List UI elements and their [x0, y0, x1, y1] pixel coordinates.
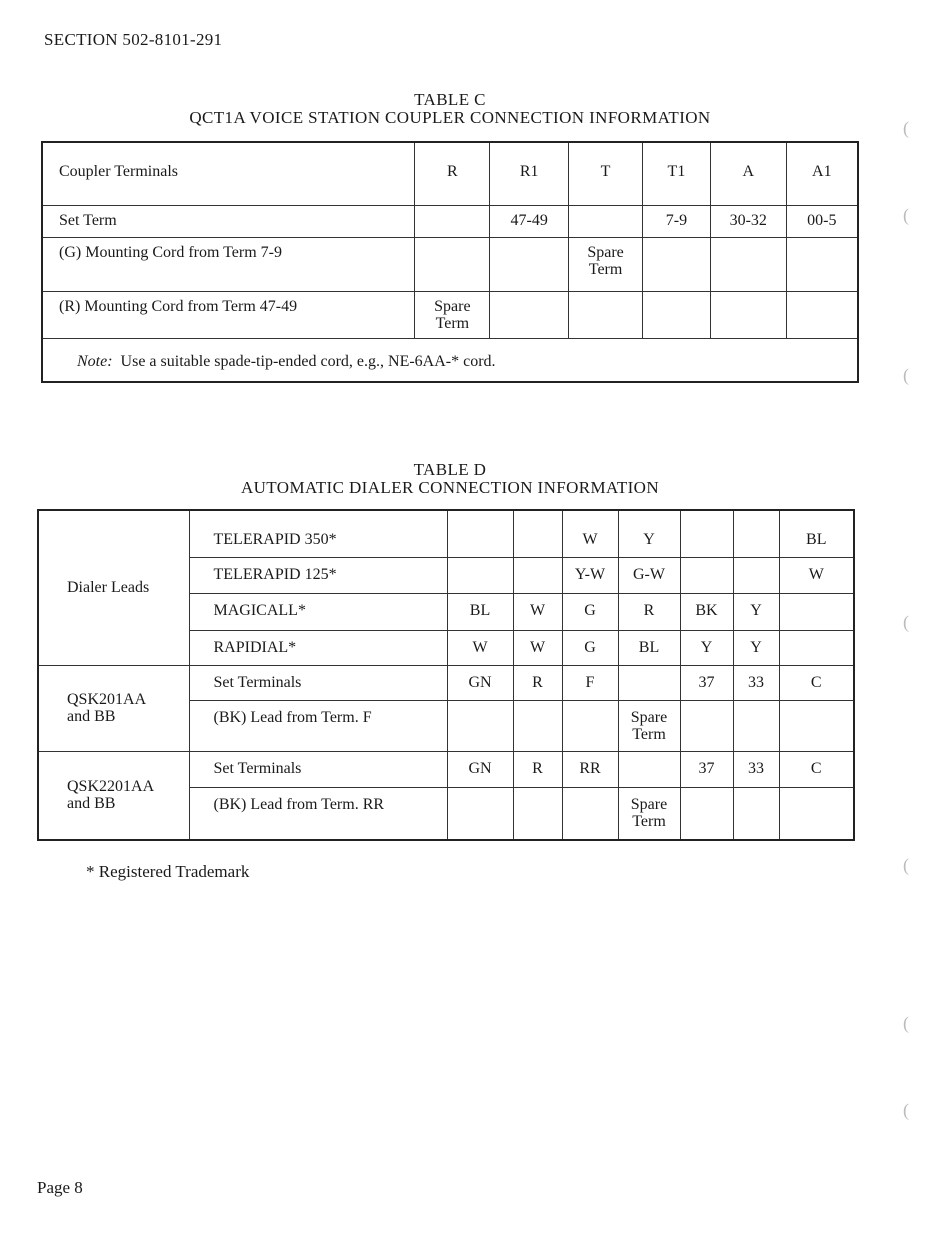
table-c-header-row: [42, 142, 858, 206]
table-cell: T: [569, 142, 643, 206]
table-cell: [415, 206, 490, 238]
table-cell: R: [513, 751, 562, 787]
table-row: [42, 206, 858, 238]
group-label-line: QSK201AA: [67, 691, 147, 708]
table-cell: RR: [562, 751, 618, 787]
table-cell: TELERAPID 350*: [189, 510, 447, 557]
note-text: Use a suitable spade-tip-ended cord, e.g., NE-6AA-* cord.: [120, 353, 496, 370]
table-c-note: [42, 339, 858, 382]
group-label-line: and BB: [67, 708, 116, 725]
table-cell: [562, 787, 618, 840]
table-cell: [513, 510, 562, 557]
table-cell: W: [779, 557, 854, 593]
table-d-title: [0, 461, 900, 497]
table-cell: G-W: [618, 557, 680, 593]
table-d-label: TABLE D: [413, 460, 487, 479]
table-cell: Set Terminals: [189, 665, 447, 700]
table-cell: (BK) Lead from Term. RR: [189, 787, 447, 840]
table-cell: 37: [680, 751, 733, 787]
group-label: [38, 665, 189, 751]
table-cell: R: [415, 142, 490, 206]
table-cell: 33: [733, 665, 779, 700]
table-cell: [786, 238, 858, 292]
table-cell: 47-49: [490, 206, 569, 238]
table-d-subtitle: AUTOMATIC DIALER CONNECTION INFORMATION: [240, 478, 660, 497]
table-cell: [779, 593, 854, 630]
footnote: * Registered Trademark: [86, 862, 250, 881]
table-cell: Y: [733, 593, 779, 630]
table-cell: Spare Term: [618, 700, 680, 751]
table-cell: [779, 700, 854, 751]
table-cell: GN: [447, 665, 513, 700]
table-cell: [733, 700, 779, 751]
table-cell: Set Terminals: [189, 751, 447, 787]
section-header: SECTION 502-8101-291: [44, 30, 223, 49]
group-label-line: and BB: [67, 795, 116, 813]
table-cell: 33: [733, 751, 779, 787]
table-cell: [513, 557, 562, 593]
table-cell: Spare Term: [569, 238, 643, 292]
table-cell: A1: [786, 142, 858, 206]
table-cell: T1: [643, 142, 711, 206]
table-cell: 30-32: [710, 206, 786, 238]
binding-mark: (: [903, 855, 909, 875]
table-c-subtitle: QCT1A VOICE STATION COUPLER CONNECTION INFORMATION: [189, 108, 711, 127]
table-cell: C: [779, 751, 854, 787]
table-cell: [415, 238, 490, 292]
table-cell: BL: [779, 510, 854, 557]
table-cell: [680, 787, 733, 840]
table-cell: GN: [447, 751, 513, 787]
table-cell: [779, 787, 854, 840]
table-cell: [562, 700, 618, 751]
page-number: Page 8: [37, 1178, 83, 1197]
table-cell: W: [513, 593, 562, 630]
table-cell: RAPIDIAL*: [189, 630, 447, 665]
table-cell: W: [562, 510, 618, 557]
table-c-label: TABLE C: [414, 90, 486, 109]
table-cell: [680, 700, 733, 751]
table-cell: 7-9: [643, 206, 711, 238]
table-cell: Spare Term: [618, 787, 680, 840]
table-cell: [490, 292, 569, 339]
group-label-line: QSK2201AA: [67, 778, 155, 796]
table-row: [42, 292, 858, 339]
binding-mark: (: [903, 612, 909, 632]
group-label: Dialer Leads: [38, 510, 189, 665]
table-c-title: [0, 91, 900, 127]
table-cell: [513, 700, 562, 751]
table-cell: [643, 292, 711, 339]
table-cell: [710, 292, 786, 339]
note-label: Note:: [77, 353, 113, 370]
table-cell: [779, 630, 854, 665]
table-cell: [618, 751, 680, 787]
binding-mark: (: [903, 1100, 909, 1120]
table-cell: G: [562, 593, 618, 630]
table-cell: A: [710, 142, 786, 206]
table-cell: Y: [680, 630, 733, 665]
table-d: [37, 509, 855, 841]
table-cell: Y: [618, 510, 680, 557]
table-cell: [680, 557, 733, 593]
table-cell: [447, 510, 513, 557]
table-cell: Set Term: [42, 206, 415, 238]
table-cell: [513, 787, 562, 840]
table-cell: F: [562, 665, 618, 700]
table-cell: [447, 787, 513, 840]
table-cell: (BK) Lead from Term. F: [189, 700, 447, 751]
table-cell: W: [447, 630, 513, 665]
table-cell: TELERAPID 125*: [189, 557, 447, 593]
table-cell: [447, 700, 513, 751]
table-cell: BL: [447, 593, 513, 630]
table-cell: R: [618, 593, 680, 630]
table-cell: [733, 787, 779, 840]
binding-mark: (: [903, 365, 909, 385]
table-cell: MAGICALL*: [189, 593, 447, 630]
table-cell: [710, 238, 786, 292]
table-row: [38, 751, 854, 787]
table-row: [38, 510, 854, 557]
table-cell: [680, 510, 733, 557]
table-cell: [786, 292, 858, 339]
table-row: [42, 238, 858, 292]
table-cell: [447, 557, 513, 593]
table-cell: (G) Mounting Cord from Term 7-9: [42, 238, 415, 292]
table-cell: R1: [490, 142, 569, 206]
table-cell: [618, 665, 680, 700]
table-cell: [643, 238, 711, 292]
table-cell: BL: [618, 630, 680, 665]
table-cell: 37: [680, 665, 733, 700]
group-label: [38, 751, 189, 840]
table-cell: [733, 510, 779, 557]
table-cell: Y: [733, 630, 779, 665]
binding-mark: (: [903, 118, 909, 138]
table-c: [41, 141, 859, 383]
table-cell: [733, 557, 779, 593]
table-cell: [490, 238, 569, 292]
table-cell: R: [513, 665, 562, 700]
binding-mark: (: [903, 205, 909, 225]
binding-mark: (: [903, 1013, 909, 1033]
table-row: [38, 665, 854, 700]
table-cell: 00-5: [786, 206, 858, 238]
table-cell: G: [562, 630, 618, 665]
table-cell: (R) Mounting Cord from Term 47-49: [42, 292, 415, 339]
table-cell: Coupler Terminals: [42, 142, 415, 206]
table-cell: BK: [680, 593, 733, 630]
table-cell: [569, 206, 643, 238]
table-cell: Y-W: [562, 557, 618, 593]
table-cell: C: [779, 665, 854, 700]
table-c-note-row: [42, 339, 858, 382]
table-cell: [569, 292, 643, 339]
table-cell: Spare Term: [415, 292, 490, 339]
table-cell: W: [513, 630, 562, 665]
